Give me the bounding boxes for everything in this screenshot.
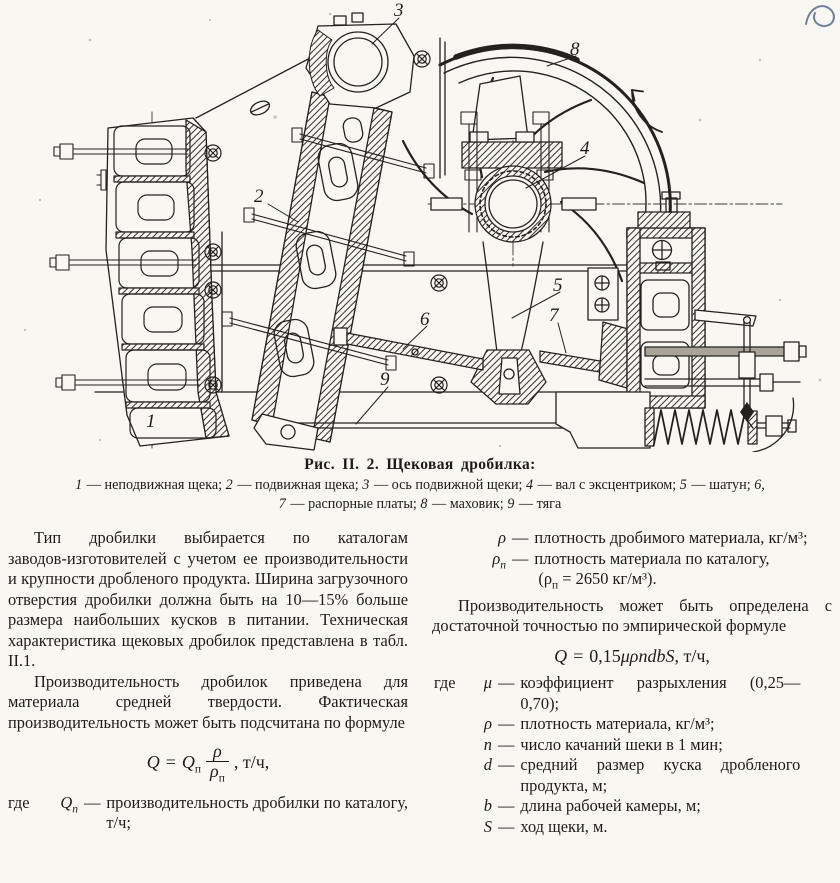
part-label: 1 xyxy=(146,411,156,432)
fixed-jaw xyxy=(50,118,229,446)
legend-item: 4 — вал с эксцентриком; xyxy=(526,477,680,493)
paragraph-empirical: Производительность может быть определена с достаточной точностью по эмпирической формуле xyxy=(432,595,832,636)
text-columns xyxy=(0,528,840,837)
part-label: 5 xyxy=(553,275,563,296)
part-label: 4 xyxy=(580,138,590,159)
definition-row: μ — коэффициент разрыхления (0,25—0,70); xyxy=(483,673,801,713)
formula-capacity-catalog: $Q = Q_п$ $\frac{\rho}{\rho_п}$ , т/ч, xyxy=(146,741,270,786)
part-label: 3 xyxy=(394,0,404,21)
definition-row: ρ — плотность материала, кг/м³; xyxy=(484,714,715,734)
definition-rho-p: $\rho_п$ — плотность материала по каталогу, ($\rho_п = 2650$ кг/м³). xyxy=(432,549,832,596)
definition-rho: ρ — плотность дробимого материала, кг/м³; xyxy=(498,528,808,547)
legend-item: 6, 7 — распорные платы; xyxy=(278,477,765,512)
legend-item: 1 — неподвижная щека; xyxy=(75,477,226,493)
where-intro: где xyxy=(434,673,456,693)
part-label: 6 xyxy=(420,309,430,330)
pivot-axis xyxy=(306,13,414,108)
part-label: 9 xyxy=(380,369,390,390)
bottom-bracket xyxy=(556,392,650,448)
part-label: 7 xyxy=(549,305,559,326)
definition-row: S — ход щеки, м. xyxy=(483,816,608,836)
density-definitions xyxy=(432,528,832,596)
figure-caption: Рис. II. 2. Щековая дробилка: xyxy=(304,456,536,473)
legend-item: 5 — шатун; xyxy=(679,477,755,493)
pen-mark xyxy=(806,6,834,26)
catalog-density-value: ($\rho_п = 2650$ кг/м³). xyxy=(538,569,657,592)
movable-jaw xyxy=(222,92,434,442)
spring xyxy=(645,408,796,446)
definition-row: n — число качаний шеки в 1 мин; xyxy=(483,734,723,754)
legend-item: 9 — тяга xyxy=(507,495,562,512)
legend-item: 8 — маховик; xyxy=(420,495,508,512)
legend-item: 2 — подвижная щека; xyxy=(225,477,363,493)
definition-row: d — средний размер куска дробленого продукта, м; xyxy=(483,755,801,795)
formula-empirical: Q = 0,15μρndbS, т/ч, xyxy=(554,645,710,666)
empirical-definitions xyxy=(432,673,832,837)
part-label: 8 xyxy=(570,39,580,60)
definition-Qп: где $Q_п$ — производительность дробилки по каталогу, т/ч; xyxy=(8,792,408,833)
paragraph-capacity: Производительность дробилок приведена для материала средней твердости. Фактическая производительность может быть подсчитана по формуле xyxy=(8,671,408,732)
definition-row: b — длина рабочей камеры, м; xyxy=(483,796,701,816)
eccentric-bearing xyxy=(431,76,596,242)
right-column xyxy=(432,528,832,837)
part-label: 2 xyxy=(254,186,264,207)
fraction: $\frac{\rho}{\rho_п}$ xyxy=(206,742,229,786)
figure-legend xyxy=(70,476,770,513)
legend-item: 3 — ось подвижной щеки; xyxy=(362,477,527,493)
pitman xyxy=(471,242,546,404)
left-column xyxy=(8,528,408,837)
loose-bolt xyxy=(248,98,271,117)
paragraph-crusher-type: Тип дробилки выбирается по каталогам заводов‑изготовителей с учетом ее производительности и крупности дробленого продукта. Ширина загрузочного отверстия дробилки должна быть на 10—15% больше размера наибольших кусков в питании. Техническая характеристика щековых дробилок представлена в табл. II.1. xyxy=(8,528,408,670)
